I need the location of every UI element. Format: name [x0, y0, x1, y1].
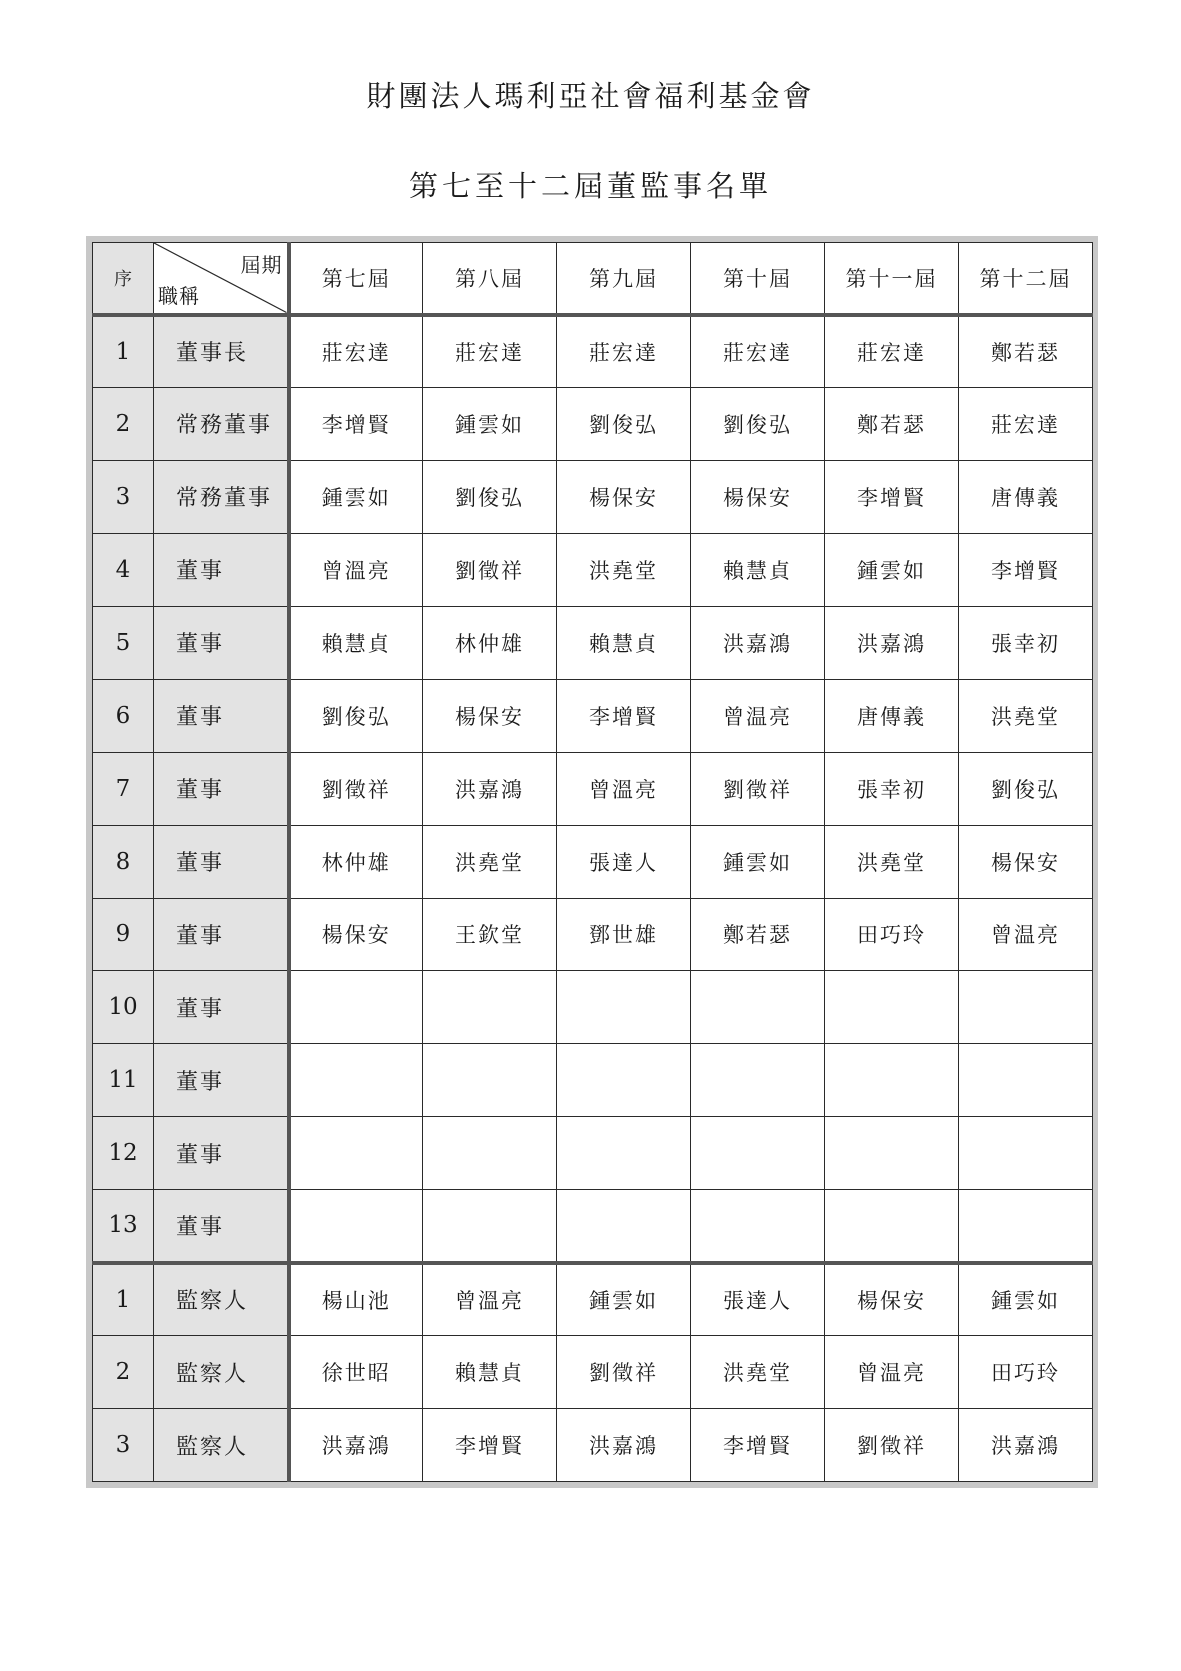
member-name-cell: 洪堯堂: [959, 679, 1093, 752]
member-name-cell: 賴慧貞: [557, 606, 691, 679]
member-name-cell: 曾温亮: [825, 1336, 959, 1409]
member-name-cell: [289, 1117, 423, 1190]
member-name-cell: 鍾雲如: [289, 460, 423, 533]
header-term: 第九屆: [557, 243, 691, 315]
roster-body: [93, 315, 1093, 1482]
row-role: 董事: [154, 898, 289, 971]
member-name-cell: 曾温亮: [691, 679, 825, 752]
document-title: 財團法人瑪利亞社會福利基金會: [366, 79, 815, 113]
row-seq: 7: [93, 752, 154, 825]
member-name-cell: [825, 971, 959, 1044]
member-name-cell: 徐世昭: [289, 1336, 423, 1409]
member-name-cell: 鄧世雄: [557, 898, 691, 971]
member-name-cell: 洪堯堂: [423, 825, 557, 898]
row-seq: 2: [93, 1336, 154, 1409]
member-name-cell: 劉徵祥: [557, 1336, 691, 1409]
header-term: 第八屆: [423, 243, 557, 315]
row-seq: 6: [93, 679, 154, 752]
member-name-cell: 莊宏達: [289, 315, 423, 388]
row-role: 董事: [154, 1117, 289, 1190]
member-name-cell: 曾温亮: [959, 898, 1093, 971]
member-name-cell: 楊保安: [825, 1263, 959, 1336]
member-name-cell: [825, 1190, 959, 1263]
row-role: 董事: [154, 971, 289, 1044]
member-name-cell: [691, 1190, 825, 1263]
row-role: 常務董事: [154, 460, 289, 533]
member-name-cell: 楊保安: [557, 460, 691, 533]
member-name-cell: 劉徵祥: [289, 752, 423, 825]
member-name-cell: 劉俊弘: [423, 460, 557, 533]
member-name-cell: 劉俊弘: [691, 387, 825, 460]
member-name-cell: 劉俊弘: [959, 752, 1093, 825]
member-name-cell: 鍾雲如: [557, 1263, 691, 1336]
member-name-cell: 莊宏達: [825, 315, 959, 388]
member-name-cell: 洪嘉鴻: [825, 606, 959, 679]
member-name-cell: [691, 971, 825, 1044]
row-role: 董事長: [154, 315, 289, 388]
member-name-cell: [557, 1190, 691, 1263]
member-name-cell: 田巧玲: [959, 1336, 1093, 1409]
row-seq: 13: [93, 1190, 154, 1263]
row-seq: 4: [93, 533, 154, 606]
member-name-cell: 洪嘉鴻: [557, 1409, 691, 1482]
row-seq: 2: [93, 387, 154, 460]
member-name-cell: 林仲雄: [423, 606, 557, 679]
member-name-cell: 鄭若瑟: [959, 315, 1093, 388]
member-name-cell: 洪嘉鴻: [289, 1409, 423, 1482]
row-seq: 5: [93, 606, 154, 679]
member-name-cell: 洪堯堂: [691, 1336, 825, 1409]
row-seq: 3: [93, 460, 154, 533]
header-diagonal-cell: [154, 243, 289, 315]
member-name-cell: 張達人: [557, 825, 691, 898]
member-name-cell: 劉俊弘: [557, 387, 691, 460]
member-name-cell: 唐傳義: [959, 460, 1093, 533]
row-seq: 8: [93, 825, 154, 898]
member-name-cell: 賴慧貞: [423, 1336, 557, 1409]
member-name-cell: [959, 971, 1093, 1044]
member-name-cell: [825, 1117, 959, 1190]
row-role: 常務董事: [154, 387, 289, 460]
director-row: [93, 1190, 1093, 1263]
supervisor-row: [93, 1336, 1093, 1409]
member-name-cell: 唐傳義: [825, 679, 959, 752]
member-name-cell: 林仲雄: [289, 825, 423, 898]
director-row: [93, 971, 1093, 1044]
member-name-cell: 劉徵祥: [691, 752, 825, 825]
member-name-cell: [557, 1117, 691, 1190]
row-seq: 1: [93, 315, 154, 388]
member-name-cell: 楊山池: [289, 1263, 423, 1336]
row-role: 監察人: [154, 1263, 289, 1336]
member-name-cell: 楊保安: [691, 460, 825, 533]
member-name-cell: [959, 1190, 1093, 1263]
member-name-cell: [959, 1044, 1093, 1117]
row-role: 董事: [154, 825, 289, 898]
member-name-cell: 洪嘉鴻: [959, 1409, 1093, 1482]
director-row: [93, 752, 1093, 825]
supervisor-row: [93, 1263, 1093, 1336]
member-name-cell: 李增賢: [423, 1409, 557, 1482]
director-row: [93, 1044, 1093, 1117]
member-name-cell: [959, 1117, 1093, 1190]
row-role: 董事: [154, 679, 289, 752]
row-seq: 3: [93, 1409, 154, 1482]
row-seq: 10: [93, 971, 154, 1044]
member-name-cell: 洪堯堂: [825, 825, 959, 898]
director-row: [93, 898, 1093, 971]
member-name-cell: 洪嘉鴻: [691, 606, 825, 679]
row-role: 董事: [154, 752, 289, 825]
member-name-cell: 曾溫亮: [423, 1263, 557, 1336]
member-name-cell: 楊保安: [289, 898, 423, 971]
roster-table-frame: [86, 236, 1098, 1488]
header-row: [93, 243, 1093, 315]
member-name-cell: 莊宏達: [423, 315, 557, 388]
member-name-cell: [691, 1117, 825, 1190]
member-name-cell: 曾溫亮: [557, 752, 691, 825]
director-row: [93, 387, 1093, 460]
header-term-label: 屆期: [240, 253, 283, 277]
member-name-cell: 莊宏達: [691, 315, 825, 388]
row-role: 監察人: [154, 1336, 289, 1409]
director-row: [93, 533, 1093, 606]
member-name-cell: 賴慧貞: [691, 533, 825, 606]
member-name-cell: [289, 971, 423, 1044]
member-name-cell: 曾溫亮: [289, 533, 423, 606]
row-seq: 1: [93, 1263, 154, 1336]
member-name-cell: 李增賢: [557, 679, 691, 752]
member-name-cell: [825, 1044, 959, 1117]
member-name-cell: [423, 1190, 557, 1263]
row-seq: 11: [93, 1044, 154, 1117]
director-row: [93, 1117, 1093, 1190]
header-term: 第十屆: [691, 243, 825, 315]
row-role: 董事: [154, 533, 289, 606]
member-name-cell: 劉徵祥: [423, 533, 557, 606]
row-seq: 9: [93, 898, 154, 971]
board-roster-table: [92, 242, 1093, 1482]
row-role: 董事: [154, 1190, 289, 1263]
header-term: 第七屆: [289, 243, 423, 315]
header-seq: 序: [93, 243, 154, 315]
header-role-label: 職稱: [158, 283, 200, 308]
row-seq: 12: [93, 1117, 154, 1190]
member-name-cell: 李增賢: [825, 460, 959, 533]
member-name-cell: 李增賢: [691, 1409, 825, 1482]
member-name-cell: 劉俊弘: [289, 679, 423, 752]
member-name-cell: 鍾雲如: [959, 1263, 1093, 1336]
member-name-cell: 楊保安: [423, 679, 557, 752]
member-name-cell: [557, 1044, 691, 1117]
row-role: 監察人: [154, 1409, 289, 1482]
member-name-cell: [691, 1044, 825, 1117]
member-name-cell: 張幸初: [959, 606, 1093, 679]
member-name-cell: 莊宏達: [557, 315, 691, 388]
member-name-cell: [557, 971, 691, 1044]
member-name-cell: 李增賢: [289, 387, 423, 460]
member-name-cell: 鍾雲如: [423, 387, 557, 460]
member-name-cell: 莊宏達: [959, 387, 1093, 460]
row-role: 董事: [154, 1044, 289, 1117]
row-role: 董事: [154, 606, 289, 679]
member-name-cell: [423, 1044, 557, 1117]
supervisor-row: [93, 1409, 1093, 1482]
member-name-cell: 楊保安: [959, 825, 1093, 898]
member-name-cell: 鍾雲如: [691, 825, 825, 898]
director-row: [93, 315, 1093, 388]
member-name-cell: 鍾雲如: [825, 533, 959, 606]
member-name-cell: 洪堯堂: [557, 533, 691, 606]
document-subtitle: 第七至十二屆董監事名單: [408, 169, 772, 203]
header-term: 第十一屆: [825, 243, 959, 315]
member-name-cell: [289, 1190, 423, 1263]
member-name-cell: [289, 1044, 423, 1117]
member-name-cell: 賴慧貞: [289, 606, 423, 679]
member-name-cell: 王欽堂: [423, 898, 557, 971]
member-name-cell: 張幸初: [825, 752, 959, 825]
director-row: [93, 460, 1093, 533]
member-name-cell: [423, 1117, 557, 1190]
header-term: 第十二屆: [959, 243, 1093, 315]
member-name-cell: [423, 971, 557, 1044]
director-row: [93, 825, 1093, 898]
member-name-cell: 田巧玲: [825, 898, 959, 971]
member-name-cell: 劉徵祥: [825, 1409, 959, 1482]
director-row: [93, 606, 1093, 679]
director-row: [93, 679, 1093, 752]
member-name-cell: 李增賢: [959, 533, 1093, 606]
member-name-cell: 鄭若瑟: [691, 898, 825, 971]
member-name-cell: 張達人: [691, 1263, 825, 1336]
member-name-cell: 鄭若瑟: [825, 387, 959, 460]
member-name-cell: 洪嘉鴻: [423, 752, 557, 825]
